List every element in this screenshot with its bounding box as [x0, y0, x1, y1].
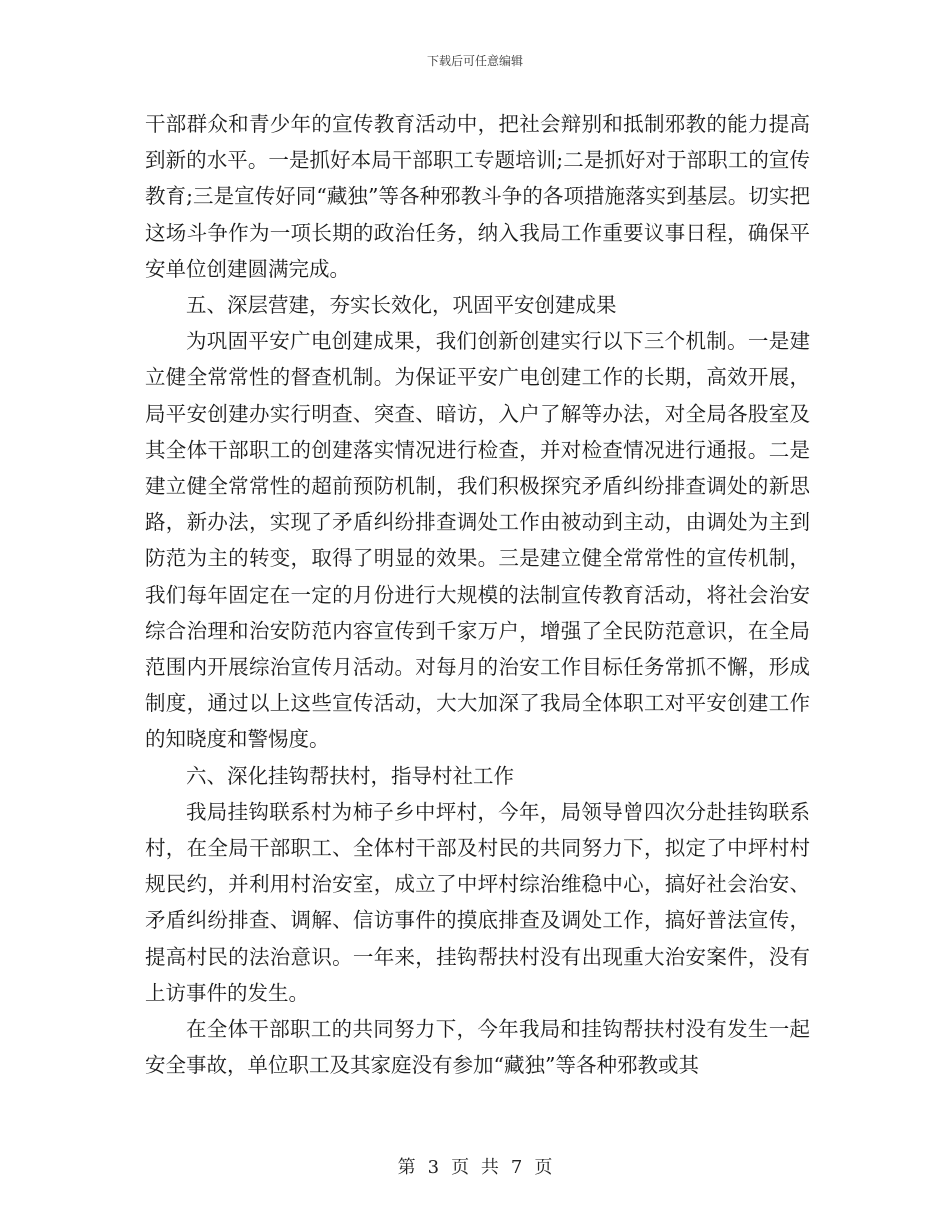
section-heading-5: 五、深层营建，夯实长效化，巩固平安创建成果	[186, 293, 617, 318]
page-header: 下载后可任意编辑	[426, 54, 523, 68]
footer-total-pages: 7	[510, 1157, 523, 1178]
footer-middle: 页 共	[451, 1157, 499, 1178]
page-footer	[0, 1153, 950, 1179]
paragraph-1: 干部群众和青少年的宣传教育活动中，把社会辩别和抵制邪教的能力提高到新的水平。一是抓好本局干部职工专题培训;二是抓好对于部职工的宣传教育;三是宣传好同“藏独”等各种邪教斗争的各项措施落实到基层。切实把这场斗争作为一项长期的政治任务，纳入我局工作重要议事日程，确保平安单位创建圆满完成。	[145, 112, 810, 281]
paragraph-3: 我局挂钩联系村为柿子乡中坪村，今年，局领导曾四次分赴挂钩联系村，在全局干部职工、全体村干部及村民的共同努力下，拟定了中坪村村规民约，并利用村治安室，成立了中坪村综治维稳中心，搞好社会治安、矛盾纠纷排查、调解、信访事件的摸底排查及调处工作，搞好普法宣传，提高村民的法治意识。一年来，挂钩帮扶村没有出现重大治安案件，没有上访事件的发生。	[145, 799, 810, 1005]
paragraph-2: 为巩固平安广电创建成果，我们创新创建实行以下三个机制。一是建立健全常常性的督查机制。为保证平安广电创建工作的长期，高效开展，局平安创建办实行明查、突查、暗访，入户了解等办法，对全局各股室及其全体干部职工的创建落实情况进行检查，并对检查情况进行通报。二是建立健全常常性的超前预防机制，我们积极探究矛盾纠纷排查调处的新思路，新办法，实现了矛盾纠纷排查调处工作由被动到主动，由调处为主到防范为主的转变，取得了明显的效果。三是建立健全常常性的宣传机制，我们每年固定在一定的月份进行大规模的法制宣传教育活动，将社会治安综合治理和治安防范内容宣传到千家万户，增强了全民防范意识，在全局范围内开展综治宣传月活动。对每月的治安工作目标任务常抓不懈，形成制度，通过以上这些宣传活动，大大加深了我局全体职工对平安创建工作的知晓度和警惕度。	[145, 329, 810, 752]
document-body	[145, 106, 810, 1083]
footer-prefix: 第	[397, 1157, 416, 1178]
footer-suffix: 页	[534, 1157, 553, 1178]
section-heading-6: 六、深化挂钩帮扶村，指导村社工作	[186, 763, 514, 788]
paragraph-4: 在全体干部职工的共同努力下，今年我局和挂钩帮扶村没有发生一起安全事故，单位职工及其家庭没有参加“藏独”等各种邪教或其	[145, 1017, 810, 1078]
footer-page-number: 3	[427, 1157, 440, 1178]
